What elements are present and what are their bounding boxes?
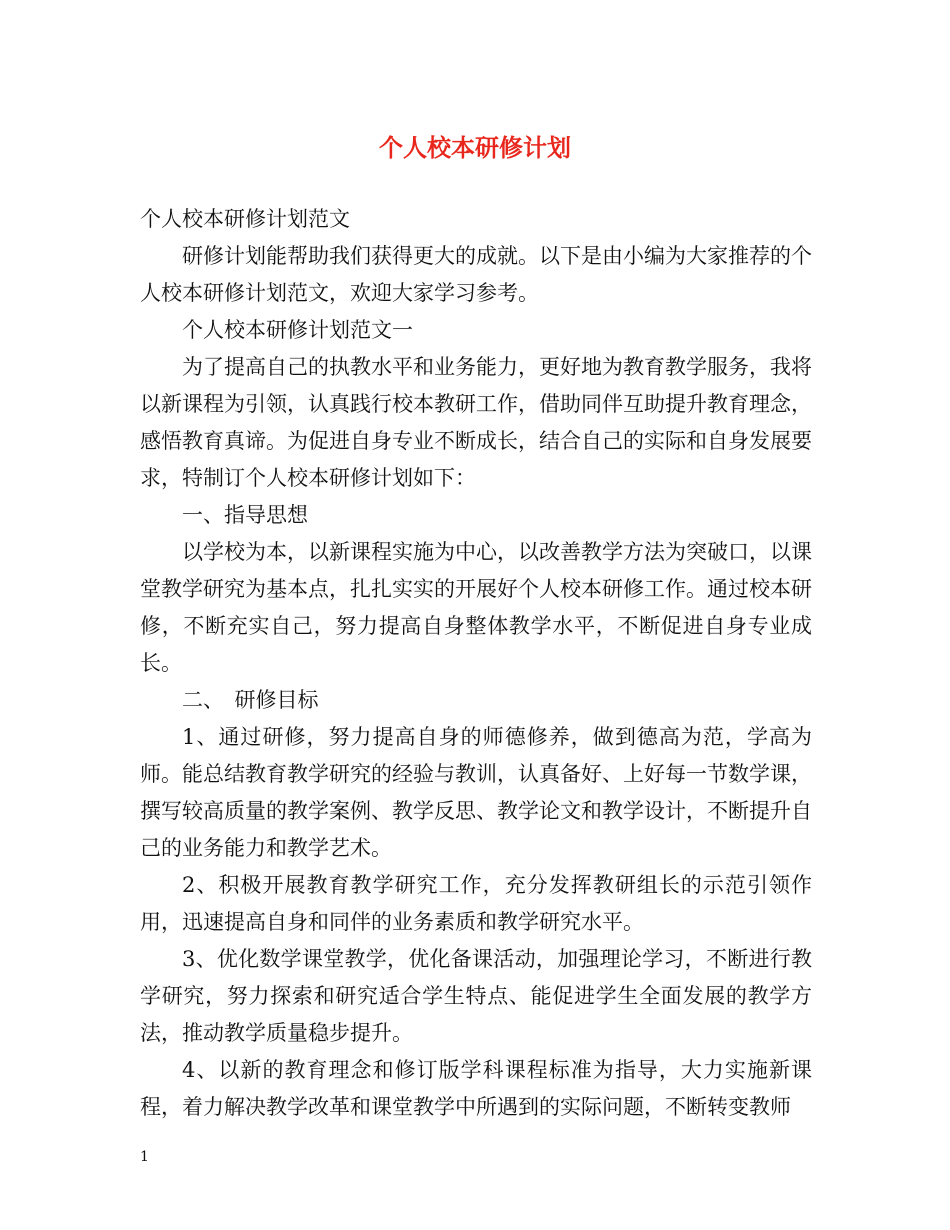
list-item-goal-1: 1、通过研修，努力提高自身的师德修养，做到德高为范，学高为师。能总结教育教学研究的经验与教训，认真备好、上好每一节数学课，撰写较高质量的教学案例、教学反思、教学论文和教学设计，不断提升自己的业务能力和教学艺术。	[140, 725, 812, 860]
list-item-goal-2: 2、积极开展教育教学研究工作，充分发挥教研组长的示范引领作用，迅速提高自身和同伴的业务素质和教学研究水平。	[140, 873, 812, 934]
document-body	[140, 201, 812, 1126]
list-item-goal-4: 4、以新的教育理念和修订版学科课程标准为指导，大力实施新课程，着力解决教学改革和课堂教学中所遇到的实际问题，不断转变教师	[140, 1058, 812, 1119]
body-paragraph: 以学校为本，以新课程实施为中心，以改善教学方法为突破口，以课堂教学研究为基本点，扎扎实实的开展好个人校本研修工作。通过校本研修，不断充实自己，努力提高自身整体教学水平，不断促进自身专业成长。	[140, 540, 812, 675]
intro-paragraph: 研修计划能帮助我们获得更大的成就。以下是由小编为大家推荐的个人校本研修计划范文，欢迎大家学习参考。	[140, 244, 812, 305]
subtitle-paragraph: 个人校本研修计划范文	[140, 207, 350, 231]
page-number: 1	[140, 1149, 149, 1165]
list-item-goal-3: 3、优化数学课堂教学，优化备课活动，加强理论学习，不断进行教学研究，努力探索和研究适合学生特点、能促进学生全面发展的教学方法，推动教学质量稳步提升。	[140, 947, 812, 1045]
section-heading-training-goals: 二、 研修目标	[182, 688, 319, 712]
section-heading-sample-one: 个人校本研修计划范文一	[182, 318, 413, 342]
document-title: 个人校本研修计划	[379, 133, 571, 162]
section-heading-guiding-ideology: 一、指导思想	[182, 503, 308, 527]
body-paragraph: 为了提高自己的执教水平和业务能力，更好地为教育教学服务，我将以新课程为引领，认真践行校本教研工作，借助同伴互助提升教育理念，感悟教育真谛。为促进自身专业不断成长，结合自己的实际和自身发展要求，特制订个人校本研修计划如下：	[140, 355, 812, 490]
